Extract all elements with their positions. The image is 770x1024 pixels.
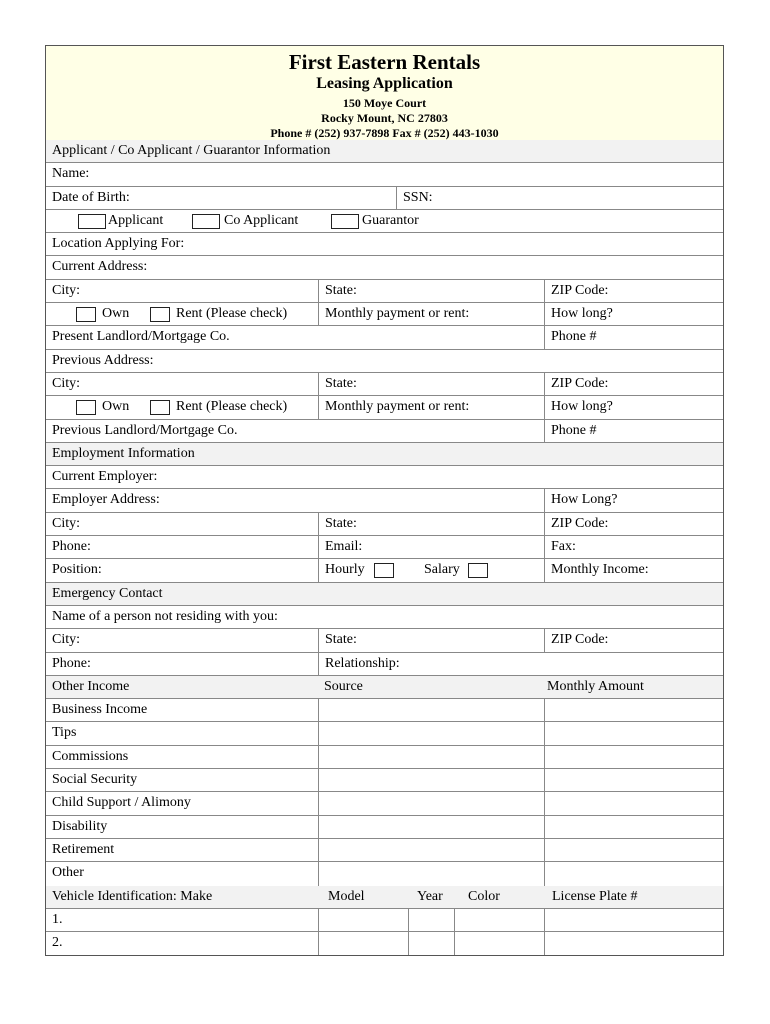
previous-address-row [46,350,723,373]
fax-field[interactable]: Fax: [544,536,723,558]
state-field[interactable]: State: [318,513,544,535]
vehicle-plate-heading: License Plate # [552,888,638,904]
income-type-label: Disability [52,818,108,834]
emergency-section-header [46,583,723,606]
vehicle-row [46,909,723,932]
income-row [46,722,723,745]
vehicle-plate-field[interactable] [544,909,723,931]
leasing-application-form [45,45,724,956]
section-title: Employment Information [52,445,195,461]
pay-type-cell [318,559,544,581]
location-row [46,233,723,256]
vehicle-color-field[interactable] [454,909,544,931]
income-source-field[interactable] [318,769,544,791]
income-header-row [46,676,723,699]
monthly-amount-heading: Monthly Amount [547,678,644,694]
section-title: Emergency Contact [52,585,163,601]
income-source-field[interactable] [318,816,544,838]
hourly-checkbox[interactable] [374,563,394,578]
vehicle-model-field[interactable] [318,909,408,931]
dob-field[interactable]: Date of Birth: [52,189,130,205]
income-type-label: Business Income [52,702,148,718]
applicant-checkbox[interactable] [78,214,106,229]
monthly-payment-field[interactable]: Monthly payment or rent: [318,303,544,325]
vehicle-plate-field[interactable] [544,932,723,955]
own-label: Own [102,306,130,322]
rent-label: Rent (Please check) [176,399,288,415]
income-source-field[interactable] [318,699,544,721]
ssn-field[interactable]: SSN: [396,187,723,209]
income-type-label: Retirement [52,841,115,857]
present-landlord-field[interactable]: Present Landlord/Mortgage Co. [52,329,230,345]
source-heading: Source [324,678,363,694]
city-field[interactable]: City: [52,515,81,531]
employment-section-header [46,443,723,466]
income-amount-field[interactable] [544,769,723,791]
city-field[interactable]: City: [52,632,81,648]
form-title: Leasing Application [316,75,453,92]
income-row [46,792,723,815]
vehicle-color-field[interactable] [454,932,544,955]
income-amount-field[interactable] [544,722,723,744]
state-field[interactable]: State: [318,280,544,302]
own-checkbox[interactable] [76,307,96,322]
phone-field[interactable]: Phone: [52,655,91,671]
own-checkbox[interactable] [76,400,96,415]
vehicle-make-field[interactable]: 1. [52,911,63,927]
form-header [46,46,723,141]
applicant-section-header [46,140,723,163]
income-source-field[interactable] [318,722,544,744]
employer-address-field[interactable]: Employer Address: [52,492,160,508]
income-row [46,746,723,769]
income-amount-field[interactable] [544,816,723,838]
own-label: Own [102,399,130,415]
income-type-label: Child Support / Alimony [52,795,191,811]
phone-fax-line: Phone # (252) 937-7898 Fax # (252) 443-1030 [270,126,499,140]
name-field[interactable]: Name: [52,166,90,182]
address-line-2: Rocky Mount, NC 27803 [321,111,448,125]
income-type-label: Tips [52,725,77,741]
vehicle-header-row [46,886,723,909]
zip-field[interactable]: ZIP Code: [544,280,723,302]
income-amount-field[interactable] [544,746,723,768]
rent-checkbox[interactable] [150,307,170,322]
city-field[interactable]: City: [52,375,81,391]
income-amount-field[interactable] [544,699,723,721]
landlord-phone-field[interactable]: Phone # [544,420,723,442]
rent-label: Rent (Please check) [176,306,288,322]
landlord-phone-field[interactable]: Phone # [544,326,723,348]
income-amount-field[interactable] [544,839,723,861]
vehicle-color-heading: Color [468,888,500,904]
income-row [46,769,723,792]
income-type-label: Other [52,865,84,881]
guarantor-checkbox[interactable] [331,214,359,229]
relationship-field[interactable]: Relationship: [318,653,723,675]
monthly-payment-field[interactable]: Monthly payment or rent: [318,396,544,418]
other-income-heading: Other Income [52,678,130,694]
state-field[interactable]: State: [318,629,544,651]
zip-field[interactable]: ZIP Code: [544,513,723,535]
position-row [46,559,723,582]
income-source-field[interactable] [318,746,544,768]
emergency-person-row [46,606,723,629]
name-row [46,163,723,186]
rent-checkbox[interactable] [150,400,170,415]
email-field[interactable]: Email: [318,536,544,558]
income-row [46,862,723,885]
vehicle-model-heading: Model [328,888,365,904]
zip-field[interactable]: ZIP Code: [544,629,723,651]
zip-field[interactable]: ZIP Code: [544,373,723,395]
salary-label: Salary [424,562,460,578]
income-amount-field[interactable] [544,792,723,814]
vehicle-table-body [46,909,723,956]
state-field[interactable]: State: [318,373,544,395]
previous-city-row [46,373,723,396]
city-field[interactable]: City: [52,282,81,298]
income-type-label: Commissions [52,748,129,764]
income-row [46,699,723,722]
income-source-field[interactable] [318,839,544,861]
hourly-label: Hourly [325,562,365,578]
co-applicant-checkbox[interactable] [192,214,220,229]
form-rows [46,140,723,955]
applicant-type-row [46,210,723,233]
co-applicant-label: Co Applicant [224,212,299,228]
applicant-label: Applicant [108,212,164,228]
company-name: First Eastern Rentals [288,50,481,74]
vehicle-year-heading: Year [417,888,443,904]
employer-address-row [46,489,723,512]
emergency-city-row [46,629,723,652]
current-own-rent-row [46,303,723,326]
vehicle-year-field[interactable] [408,932,454,955]
previous-landlord-row [46,420,723,443]
employer-city-row [46,513,723,536]
salary-checkbox[interactable] [468,563,488,578]
how-long-field[interactable]: How long? [544,303,723,325]
guarantor-label: Guarantor [362,212,419,228]
address-line-1: 150 Moye Court [342,96,427,110]
income-amount-field[interactable] [544,862,723,885]
previous-address-field[interactable]: Previous Address: [52,352,154,368]
position-field[interactable]: Position: [52,562,102,578]
location-field[interactable]: Location Applying For: [52,236,185,252]
income-table-body [46,699,723,885]
income-row [46,816,723,839]
phone-field[interactable]: Phone: [52,539,91,555]
vehicle-make-field[interactable]: 2. [52,935,63,951]
present-landlord-row [46,326,723,349]
employer-phone-row [46,536,723,559]
current-employer-row [46,466,723,489]
section-title: Applicant / Co Applicant / Guarantor Information [52,143,331,158]
vehicle-row [46,932,723,955]
current-employer-field[interactable]: Current Employer: [52,469,158,485]
income-source-field[interactable] [318,862,544,885]
previous-own-rent-row [46,396,723,419]
current-city-row [46,280,723,303]
vehicle-model-field[interactable] [318,932,408,955]
previous-landlord-field[interactable]: Previous Landlord/Mortgage Co. [52,422,238,438]
monthly-income-field[interactable]: Monthly Income: [544,559,723,581]
income-row [46,839,723,862]
employment-how-long-field[interactable]: How Long? [544,489,723,511]
emergency-phone-row [46,653,723,676]
emergency-person-field[interactable]: Name of a person not residing with you: [52,608,278,624]
how-long-field[interactable]: How long? [544,396,723,418]
dob-ssn-row [46,187,723,210]
vehicle-make-heading: Vehicle Identification: Make [52,888,213,904]
income-source-field[interactable] [318,792,544,814]
income-type-label: Social Security [52,772,138,788]
current-address-row [46,256,723,279]
current-address-field[interactable]: Current Address: [52,259,148,275]
vehicle-year-field[interactable] [408,909,454,931]
